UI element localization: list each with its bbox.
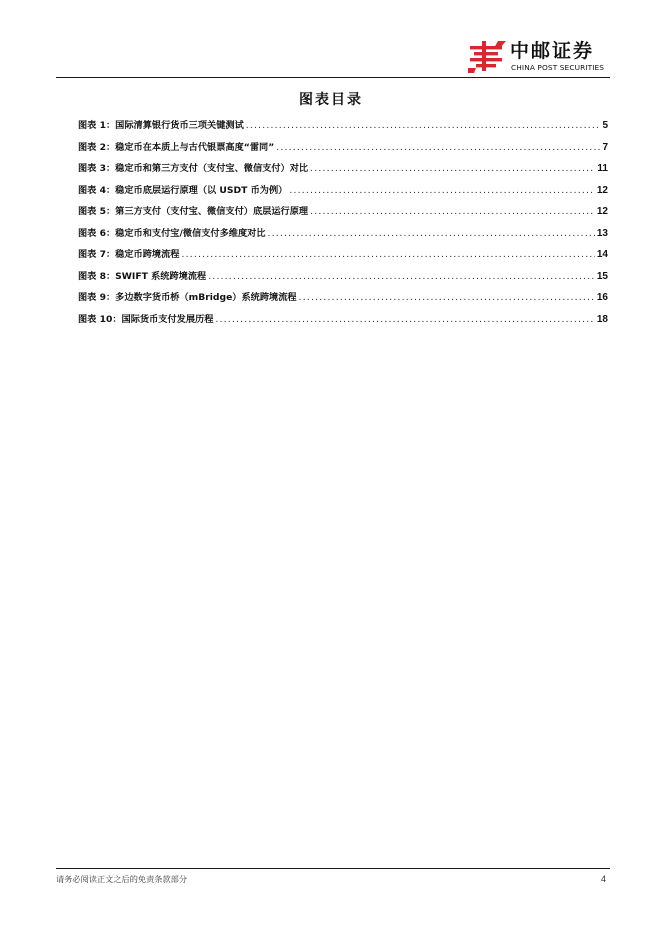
toc-entry-page: 16 — [596, 292, 608, 303]
toc-entry-title: 多边数字货币桥（mBridge）系统跨境流程 — [115, 292, 297, 303]
toc-entry[interactable] — [78, 185, 608, 207]
toc-entry[interactable] — [78, 271, 608, 293]
toc-entry[interactable] — [78, 120, 608, 142]
toc-entry-page: 12 — [596, 206, 608, 217]
toc-leader-dots — [289, 185, 595, 197]
toc-entry-title: 稳定币在本质上与古代银票高度“雷同” — [115, 141, 275, 153]
toc-leader-dots — [310, 206, 595, 218]
company-logo — [468, 40, 610, 74]
toc-entry-title: 国际货币支付发展历程 — [121, 313, 214, 325]
toc-entry-label: 图表 1： — [78, 120, 116, 131]
toc-entry-page: 13 — [596, 227, 608, 239]
toc-entry-page: 14 — [596, 249, 608, 260]
toc-entry-title: 第三方支付（支付宝、微信支付）底层运行原理 — [115, 206, 309, 217]
toc-entry[interactable] — [78, 228, 608, 250]
figure-list — [78, 120, 608, 335]
page-number: 4 — [600, 874, 606, 884]
header-divider — [56, 77, 610, 78]
china-post-logo-icon — [468, 40, 508, 74]
toc-entry-page: 5 — [602, 120, 608, 131]
toc-entry-label: 图表 4： — [78, 184, 116, 196]
toc-entry-title: 稳定币和支付宝/微信支付多维度对比 — [115, 227, 266, 239]
toc-leader-dots — [181, 249, 594, 261]
toc-entry-title: 稳定币跨境流程 — [115, 249, 180, 260]
toc-entry-page: 11 — [597, 163, 608, 174]
toc-entry-label: 图表 7： — [78, 249, 116, 260]
toc-leader-dots — [310, 163, 595, 175]
page-title: 图表目录 — [299, 92, 363, 108]
toc-entry-page: 12 — [596, 184, 608, 196]
toc-leader-dots — [246, 120, 601, 132]
toc-entry[interactable] — [78, 163, 608, 185]
toc-entry-page: 15 — [596, 270, 608, 282]
toc-leader-dots — [215, 314, 594, 326]
toc-entry-title: SWIFT 系统跨境流程 — [115, 270, 207, 282]
footer-divider — [56, 868, 610, 869]
toc-entry-title: 稳定币底层运行原理（以 USDT 币为例） — [115, 184, 288, 196]
toc-entry-title: 国际清算银行货币三项关键测试 — [115, 120, 244, 131]
footer-disclaimer: 请务必阅读正文之后的免责条款部分 — [56, 874, 188, 884]
toc-entry[interactable] — [78, 292, 608, 314]
logo-chinese-name: 中邮证券 — [510, 40, 595, 62]
toc-entry-title: 稳定币和第三方支付（支付宝、微信支付）对比 — [115, 163, 309, 174]
toc-entry[interactable] — [78, 142, 608, 164]
toc-entry-page: 7 — [602, 141, 608, 153]
toc-leader-dots — [208, 271, 595, 283]
toc-leader-dots — [276, 142, 600, 154]
toc-entry[interactable] — [78, 314, 608, 336]
toc-entry-label: 图表 8： — [78, 270, 116, 282]
toc-entry[interactable] — [78, 249, 608, 271]
toc-leader-dots — [268, 228, 595, 240]
toc-entry-label: 图表 2： — [78, 141, 116, 153]
toc-entry-label: 图表 6： — [78, 227, 116, 239]
toc-entry[interactable] — [78, 206, 608, 228]
toc-entry-label: 图表 3： — [78, 163, 116, 174]
logo-english-name: CHINA POST SECURITIES — [511, 63, 605, 72]
toc-entry-page: 18 — [596, 313, 608, 325]
toc-leader-dots — [299, 292, 595, 304]
toc-entry-label: 图表 9： — [78, 292, 116, 303]
toc-entry-label: 图表 10： — [78, 313, 122, 325]
toc-entry-label: 图表 5： — [78, 206, 116, 217]
